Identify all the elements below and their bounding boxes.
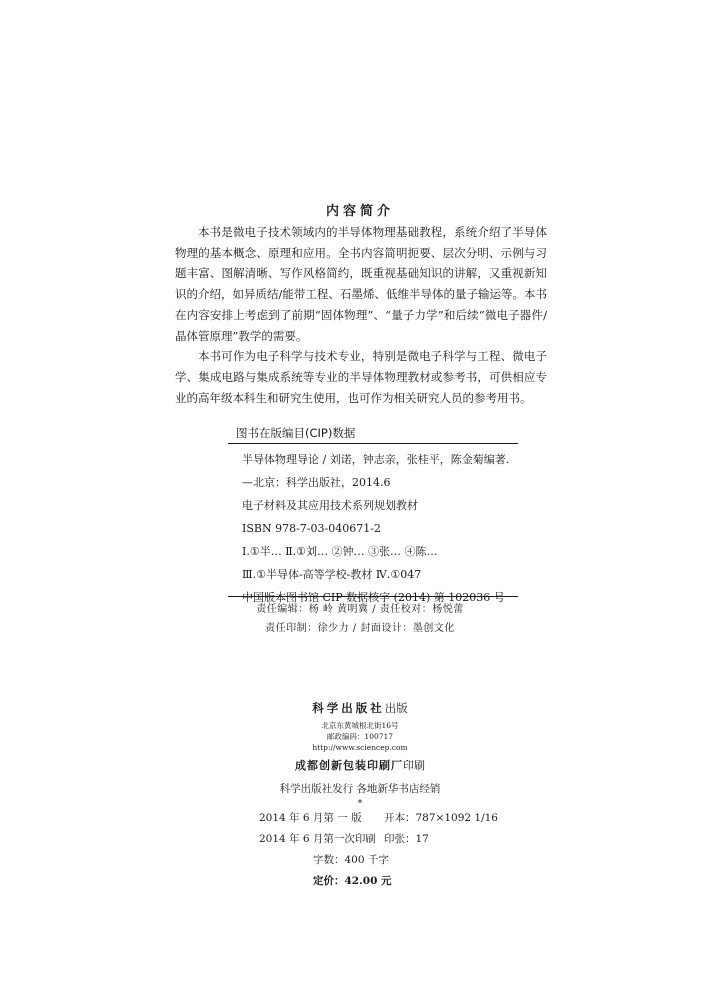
colophon-row <box>0 871 720 892</box>
price: 定价：42.00 元 <box>313 875 392 887</box>
cip-line: Ⅲ.①半导体-高等学校-教材 Ⅳ.①047 <box>242 568 422 581</box>
printing-info: 2014 年 6 月第一次印刷 <box>259 833 376 845</box>
edition-info: 2014 年 6 月第 一 版 <box>259 812 362 824</box>
colophon-row <box>0 829 720 850</box>
cip-data-block <box>242 448 532 609</box>
colophon-row <box>0 850 720 871</box>
separator-star: * <box>357 799 363 809</box>
cip-bottom-rule <box>228 596 518 597</box>
colophon-block <box>0 808 720 892</box>
publisher-name: 科学出版社 <box>312 701 385 715</box>
book-introduction <box>175 222 547 408</box>
publisher-address: 北京东黄城根北街16号 <box>321 721 399 730</box>
section-title: 内容简介 <box>325 204 394 219</box>
format-info: 开本：787×1092 1/16 <box>384 812 498 824</box>
sheets-info: 印张：17 <box>384 833 429 845</box>
editorial-credits <box>0 600 720 638</box>
cip-catalog-number: 中国版本图书馆 CIP 数据核字 (2014) 第 102036 号 <box>242 591 505 604</box>
publisher-name-suffix: 出版 <box>384 701 408 715</box>
cip-line: 电子材料及其应用技术系列规划教材 <box>242 499 418 512</box>
distribution-line: 科学出版社发行 各地新华书店经销 <box>279 783 441 795</box>
printer-line <box>0 757 720 773</box>
publisher-name-line <box>0 700 720 716</box>
cip-line: 半导体物理导论 / 刘诺，钟志亲，张桂平，陈金菊编著. <box>242 453 510 466</box>
editor-credit-line: 责任编辑：杨 岭 黄明冀 / 责任校对：杨悦蕾 <box>256 604 464 615</box>
colophon-row <box>0 808 720 829</box>
word-count: 字数：400 千字 <box>313 854 389 866</box>
production-credit-line: 责任印制：徐少力 / 封面设计：墨创文化 <box>265 623 455 634</box>
printer-suffix: 印刷 <box>403 759 425 772</box>
intro-paragraph: 本书可作为电子科学与技术专业，特别是微电子科学与工程、微电子学、集成电路与集成系统等专业的半导体物理教材或参考书，可供相应专业的高年级本科生和研究生使用，也可作为相关研究人员的参考用书。 <box>175 349 547 405</box>
cip-line: Ⅰ.①半… Ⅱ.①刘… ②钟… ③张… ④陈… <box>242 545 438 558</box>
intro-paragraph: 本书是微电子技术领域内的半导体物理基础教程，系统介绍了半导体物理的基本概念、原理和应用。全书内容简明扼要、层次分明、示例与习题丰富、图解清晰、写作风格简约，既重视基础知识的讲解，又重视新知识的介绍，如异质结/能带工程、石墨烯、低维半导体的量子输运等。本书在内容安排上考虑到了前期“固体物理”、“量子力学”和后续“微电子器件/晶体管原理”教学的需要。 <box>175 225 547 343</box>
cip-heading: 图书在版编目(CIP)数据 <box>236 426 356 440</box>
cip-line: —北京：科学出版社，2014.6 <box>242 476 391 489</box>
printer-name: 成都创新包装印刷厂 <box>295 759 403 772</box>
publisher-url: http://www.sciencep.com <box>312 743 408 752</box>
publisher-postcode: 邮政编码：100717 <box>326 732 394 741</box>
cip-top-rule <box>228 443 518 444</box>
cip-line: ISBN 978-7-03-040671-2 <box>242 522 381 535</box>
publisher-block <box>0 700 720 810</box>
